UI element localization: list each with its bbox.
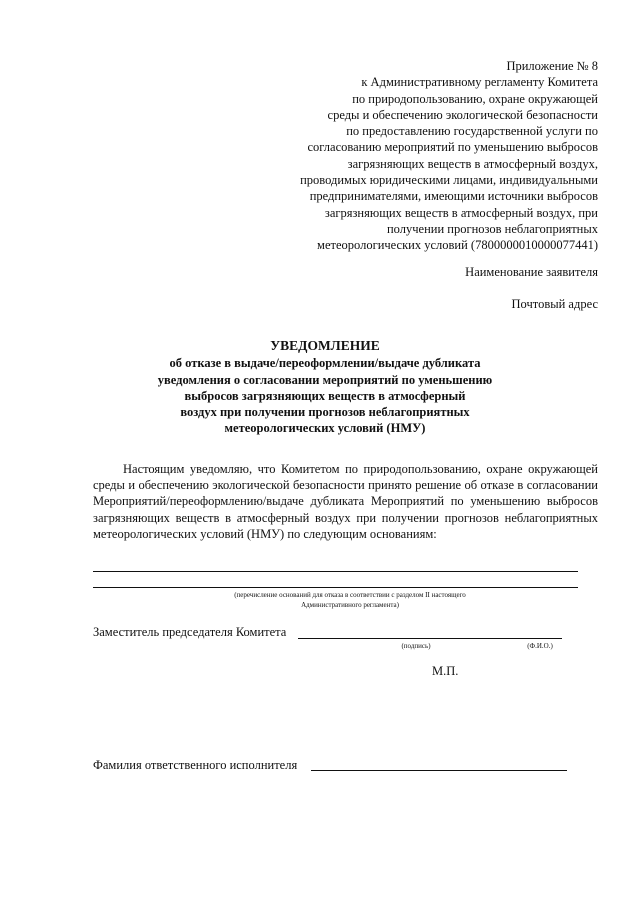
document-title: [90, 338, 560, 437]
title-subtitle-line: воздух при получении прогнозов неблагоприятных: [180, 405, 470, 420]
reasons-caption-line: Административного регламента): [301, 601, 399, 609]
executor-label: Фамилия ответственного исполнителя: [93, 758, 298, 772]
signatory-label: Заместитель председателя Комитета: [93, 625, 287, 639]
appendix-line: проводимых юридическими лицами, индивидуальными: [300, 173, 598, 188]
appendix-line: по природопользованию, охране окружающей: [352, 91, 598, 106]
title-subtitle-line: метеорологических условий (НМУ): [224, 421, 426, 436]
appendix-line: метеорологических условий (7800000010000077441): [317, 238, 598, 253]
title-subtitle-line: выбросов загрязняющих веществ в атмосферный: [184, 388, 466, 403]
appendix-line: по предоставлению государственной услуги по: [346, 124, 598, 139]
stamp-placeholder: М.П.: [432, 664, 459, 678]
signature-caption: (подпись): [401, 642, 431, 650]
appendix-line: к Административному регламенту Комитета: [361, 75, 598, 90]
appendix-line: получении прогнозов неблагоприятных: [386, 221, 598, 236]
reasons-caption: [150, 590, 550, 610]
title-subtitle-line: уведомления о согласовании мероприятий по уменьшению: [157, 372, 493, 387]
appendix-line: загрязняющих веществ в атмосферный воздух, при: [324, 205, 598, 220]
executor-line: [311, 770, 567, 771]
reasons-caption-line: (перечисление оснований для отказа в соответствии с разделом II настоящего: [234, 591, 466, 599]
reasons-line-1: [93, 571, 578, 572]
title-main: УВЕДОМЛЕНИЕ: [270, 338, 380, 353]
signature-line: [298, 638, 562, 639]
appendix-line: согласованию мероприятий по уменьшению выбросов: [307, 140, 598, 155]
notice-body-paragraph: Настоящим уведомляю, что Комитетом по природопользованию, охране окружающей среды и обеспечению экологической безопасности принято решение об отказе в согласовании Мероприятий/переоформлению/выдаче дубликата Мероприятий по уменьшению выбросов загрязняющих веществ в атмосферный воздух при получении прогнозов неблагоприятных метеорологических условий (НМУ) по следующим основаниям:: [93, 462, 598, 541]
fio-caption: (Ф.И.О.): [527, 642, 553, 650]
appendix-line: предпринимателями, имеющими источники выбросов: [309, 189, 598, 204]
title-subtitle-line: об отказе в выдаче/переоформлении/выдаче дубликата: [169, 356, 481, 371]
appendix-line: Приложение № 8: [506, 59, 598, 73]
appendix-line: загрязняющих веществ в атмосферный воздух,: [347, 156, 598, 171]
applicant-address-label: Почтовый адрес: [511, 297, 598, 311]
appendix-header: [268, 58, 598, 254]
appendix-line: среды и обеспечению экологической безопасности: [327, 107, 598, 122]
applicant-name-label: Наименование заявителя: [465, 265, 598, 279]
reasons-line-2: [93, 587, 578, 588]
